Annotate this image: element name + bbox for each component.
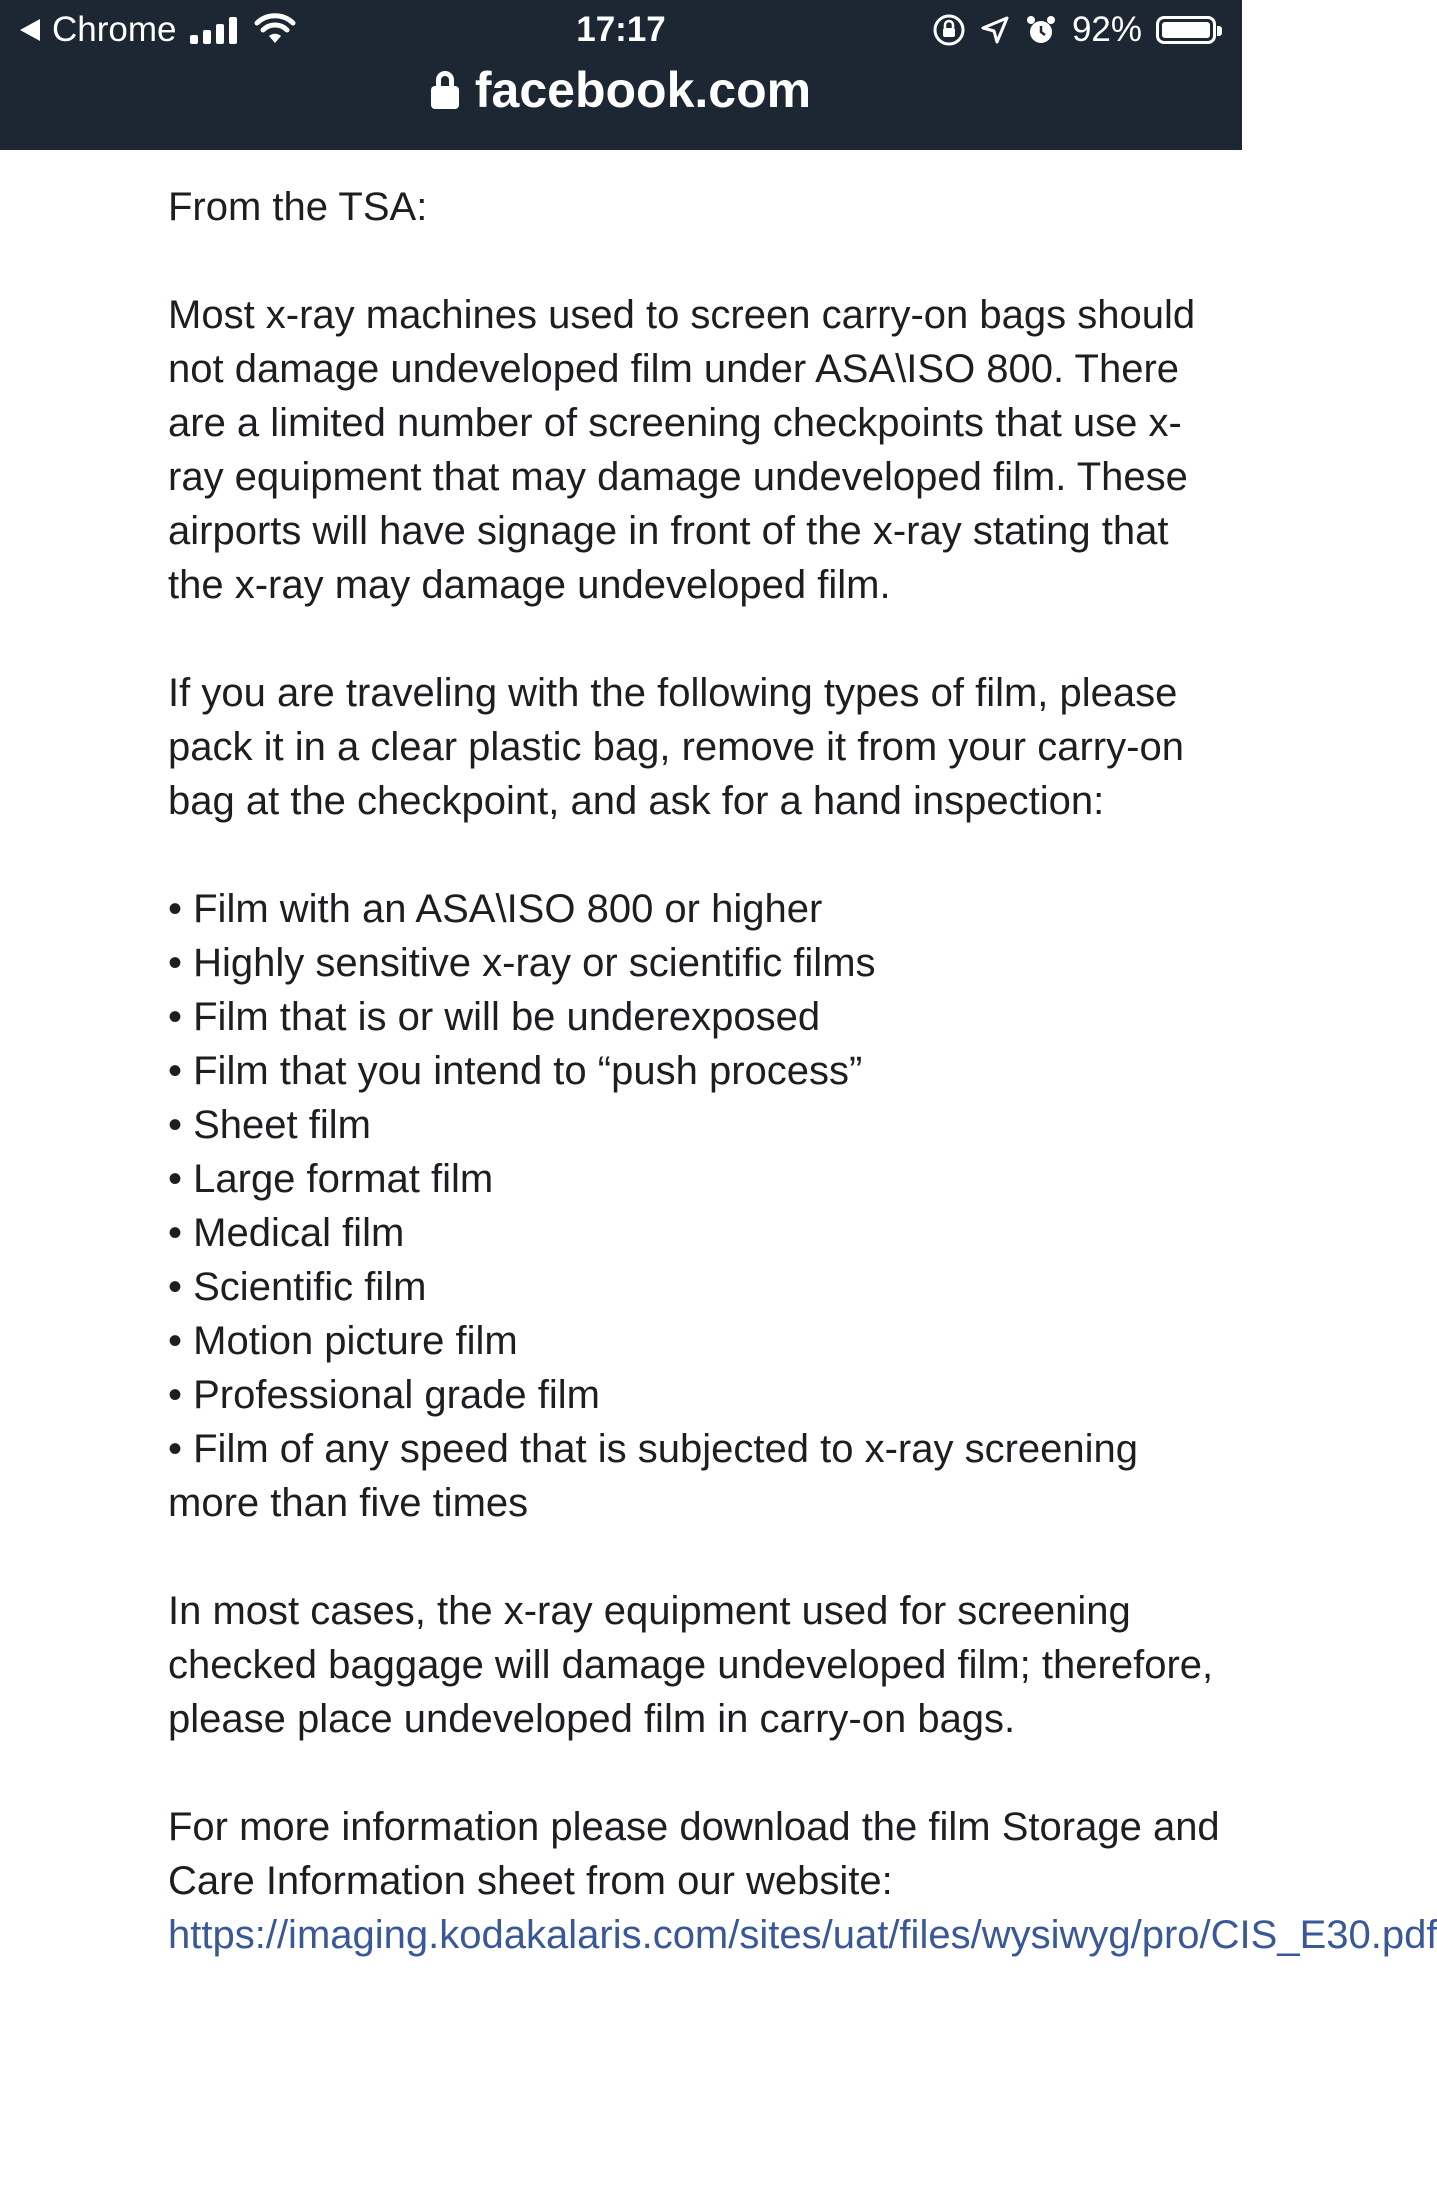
location-icon	[980, 15, 1010, 45]
list-item: • Large format film	[168, 1152, 1228, 1206]
post-paragraph-2: If you are traveling with the following types of film, please pack it in a clear plastic bag, remove it from your carry-on bag at the checkpoint, and ask for a hand inspection:	[168, 671, 1184, 823]
list-item: • Film of any speed that is subjected to x-ray screening more than five times	[168, 1422, 1228, 1530]
status-bar	[0, 0, 1242, 62]
list-item: • Film that you intend to “push process”	[168, 1044, 1228, 1098]
status-right	[932, 10, 1216, 50]
clock: 17:17	[576, 10, 666, 49]
list-item: • Film with an ASA\ISO 800 or higher	[168, 882, 1228, 936]
list-item: • Film that is or will be underexposed	[168, 990, 1228, 1044]
address-bar[interactable]	[0, 55, 1242, 125]
film-type-list	[168, 882, 1228, 1530]
lock-icon	[431, 71, 459, 109]
post-intro: From the TSA:	[168, 185, 428, 229]
post-text	[168, 180, 1437, 2016]
alarm-icon	[1024, 13, 1058, 47]
browser-top-bar	[0, 0, 1242, 150]
post-paragraph-4	[168, 1800, 1437, 1962]
list-item: • Highly sensitive x-ray or scientific films	[168, 936, 1228, 990]
post-paragraph-3: In most cases, the x-ray equipment used for screening checked baggage will damage undeveloped film; therefore, please place undeveloped film in carry-on bags.	[168, 1589, 1214, 1741]
list-item: • Sheet film	[168, 1098, 1228, 1152]
list-item: • Scientific film	[168, 1260, 1228, 1314]
kodak-info-link[interactable]: https://imaging.kodakalaris.com/sites/uat/files/wysiwyg/pro/CIS_E30.pdf	[168, 1913, 1437, 1957]
orientation-lock-icon	[932, 13, 966, 47]
list-item: • Medical film	[168, 1206, 1228, 1260]
address-domain: facebook.com	[474, 62, 812, 118]
post-paragraph-1: Most x-ray machines used to screen carry-on bags should not damage undeveloped film under ASA\ISO 800. There are a limited number of screening checkpoints that use x-ray equipment that may damage undeveloped film. These airports will have signage in front of the x-ray stating that the x-ray may damage undeveloped film.	[168, 293, 1196, 607]
battery-percent: 92%	[1071, 10, 1142, 49]
list-item: • Professional grade film	[168, 1368, 1228, 1422]
post-paragraph-4-text: For more information please download the film Storage and Care Information sheet from our website:	[168, 1805, 1220, 1903]
battery-icon	[1156, 16, 1216, 44]
back-app-label: Chrome	[52, 10, 177, 49]
list-item: • Motion picture film	[168, 1314, 1228, 1368]
